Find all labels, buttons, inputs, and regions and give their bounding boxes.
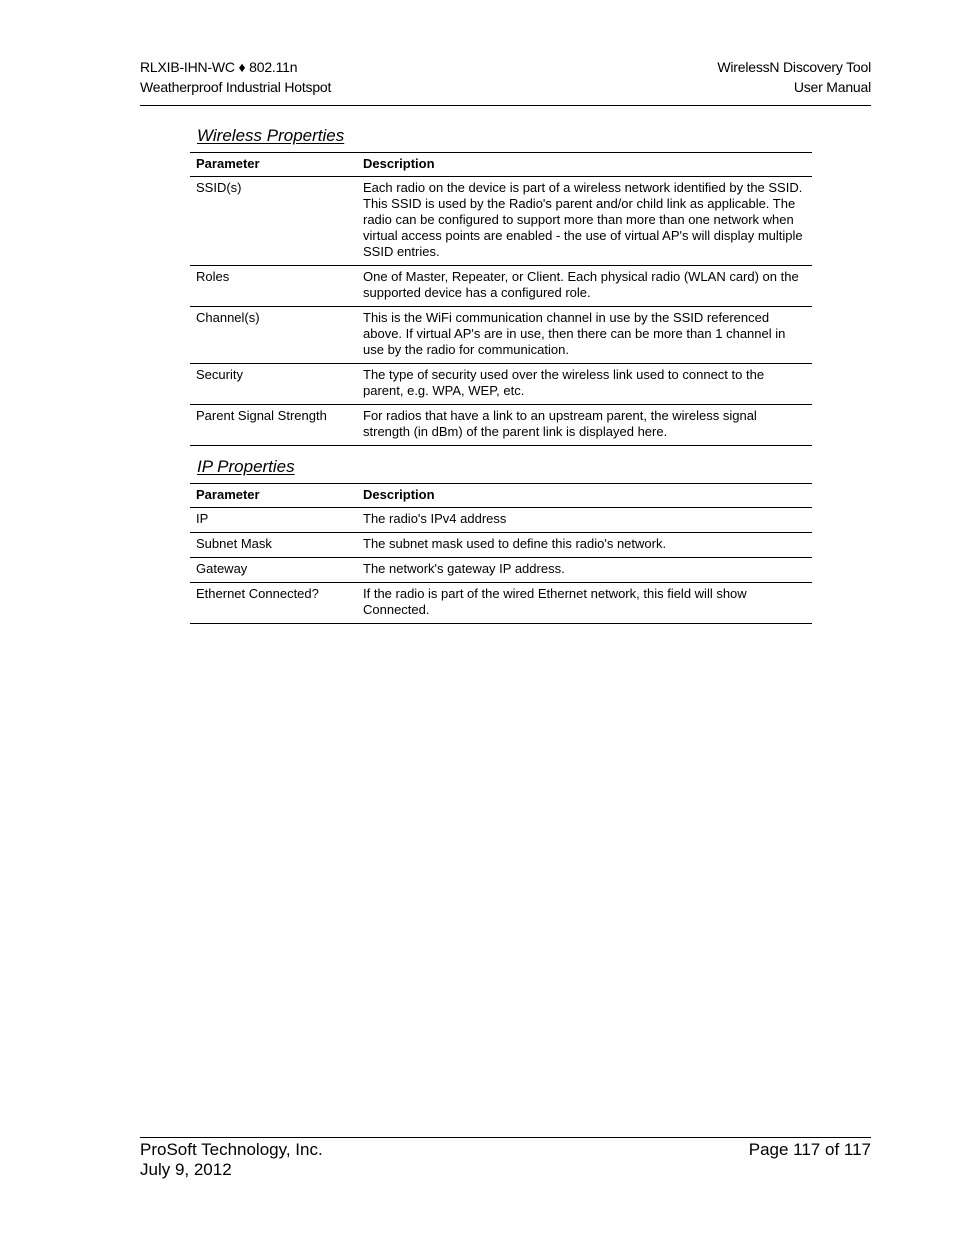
parameter-cell: SSID(s) — [196, 180, 242, 195]
table-row — [190, 266, 812, 307]
description-cell: The subnet mask used to define this radio's network. — [363, 536, 667, 551]
header-right — [717, 57, 871, 97]
description-cell: For radios that have a link to an upstream parent, the wireless signal strength (in dBm) of the parent link is displayed here. — [363, 408, 757, 439]
ip-properties-table — [190, 483, 812, 624]
parameter-cell: Subnet Mask — [196, 536, 272, 551]
table-row — [190, 307, 812, 364]
description-cell: One of Master, Repeater, or Client. Each physical radio (WLAN card) on the supported device has a configured role. — [363, 269, 799, 300]
description-cell: The type of security used over the wireless link used to connect to the parent, e.g. WPA, WEP, etc. — [363, 367, 765, 398]
table-row — [190, 583, 812, 624]
wireless-properties-title: Wireless Properties — [197, 126, 345, 145]
footer-company: ProSoft Technology, Inc. — [140, 1140, 323, 1159]
parameter-cell: Channel(s) — [196, 310, 260, 325]
page-number: Page 117 of 117 — [748, 1140, 871, 1159]
column-header-parameter: Parameter — [196, 156, 260, 171]
ip-properties-title: IP Properties — [197, 457, 295, 476]
header-product-desc: Weatherproof Industrial Hotspot — [140, 79, 332, 95]
table-row — [190, 405, 812, 446]
footer-date: July 9, 2012 — [140, 1160, 232, 1179]
description-cell: The radio's IPv4 address — [363, 511, 507, 526]
description-cell: The network's gateway IP address. — [363, 561, 565, 576]
header-left — [140, 57, 331, 97]
table-row — [190, 508, 812, 533]
page-footer — [140, 1137, 871, 1179]
table-row — [190, 177, 812, 266]
wireless-properties-table — [190, 152, 812, 446]
parameter-cell: IP — [196, 511, 209, 526]
parameter-cell: Security — [196, 367, 243, 382]
parameter-cell: Ethernet Connected? — [196, 586, 319, 601]
parameter-cell: Roles — [196, 269, 230, 284]
table-row — [190, 533, 812, 558]
parameter-cell: Parent Signal Strength — [196, 408, 327, 423]
table-row — [190, 558, 812, 583]
header-product-line: RLXIB-IHN-WC ♦ 802.11n — [140, 59, 298, 75]
column-header-parameter: Parameter — [196, 487, 260, 502]
description-cell: If the radio is part of the wired Ethernet network, this field will show Connected. — [363, 586, 747, 617]
footer-left — [140, 1140, 323, 1180]
column-header-description: Description — [363, 487, 435, 502]
table-header-row — [190, 153, 812, 177]
column-header-description: Description — [363, 156, 435, 171]
header-doc-title: WirelessN Discovery Tool — [717, 59, 871, 75]
page-header — [140, 57, 871, 106]
table-header-row — [190, 484, 812, 508]
table-row — [190, 364, 812, 405]
parameter-cell: Gateway — [196, 561, 248, 576]
header-doc-type: User Manual — [793, 79, 871, 95]
description-cell: Each radio on the device is part of a wireless network identified by the SSID. This SSID is used by the Radio's parent and/or child link as applicable. The radio can be configured to support more than more than one network when virtual access points are enabled - the use of virtual AP's will display multiple SSID entries. — [363, 180, 803, 259]
description-cell: This is the WiFi communication channel in use by the SSID referenced above. If virtual AP's are in use, then there can be more than 1 channel in use by the radio for communication. — [363, 310, 786, 357]
